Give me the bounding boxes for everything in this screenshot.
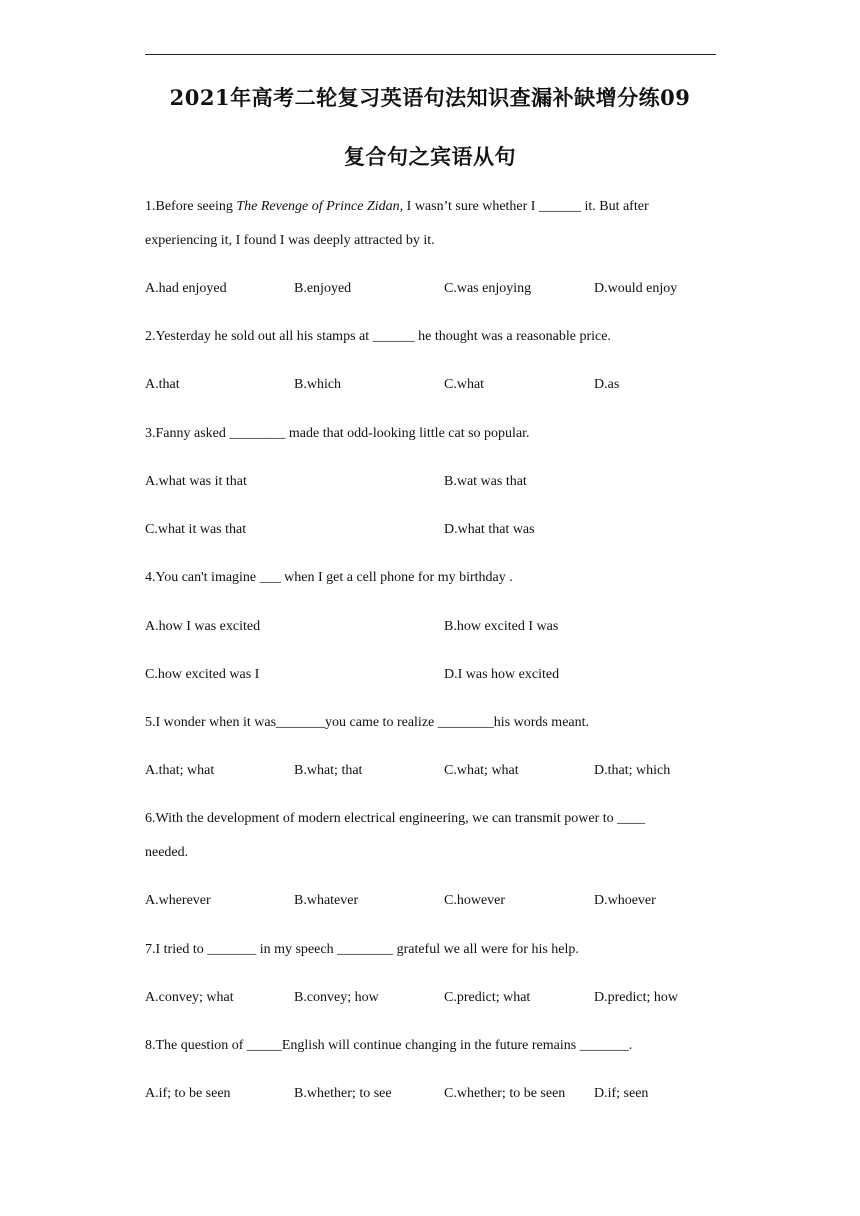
question-2-option-a[interactable]: A.that (145, 377, 180, 392)
question-6-option-b[interactable]: B.whatever (294, 893, 359, 908)
question-6-option-a[interactable]: A.wherever (145, 893, 211, 908)
question-1-stem-text-continued: I wasn’t sure whether I ______ it. But after (403, 199, 649, 214)
question-5-stem: 5.I wonder when it was_______you came to realize ________his words meant. (145, 715, 590, 730)
question-3-option-b[interactable]: B.wat was that (444, 474, 527, 489)
question-7-option-a[interactable]: A.convey; what (145, 990, 234, 1005)
question-8-option-c[interactable]: C.whether; to be seen (444, 1086, 566, 1101)
question-7-option-b[interactable]: B.convey; how (294, 990, 379, 1005)
question-4-option-a[interactable]: A.how I was excited (145, 619, 261, 634)
question-8-stem: 8.The question of _____English will continue changing in the future remains _______. (145, 1038, 633, 1053)
question-2-option-d[interactable]: D.as (594, 377, 620, 392)
question-5-option-b[interactable]: B.what; that (294, 763, 363, 778)
question-1-stem-text: 1.Before seeing (145, 199, 237, 214)
question-3-stem: 3.Fanny asked ________ made that odd-looking little cat so popular. (145, 426, 530, 441)
question-2-option-c[interactable]: C.what (444, 377, 485, 392)
question-1-option-c[interactable]: C.was enjoying (444, 281, 532, 296)
question-8-option-a[interactable]: A.if; to be seen (145, 1086, 231, 1101)
question-7-option-c[interactable]: C.predict; what (444, 990, 531, 1005)
question-1-option-a[interactable]: A.had enjoyed (145, 281, 227, 296)
question-1-option-b[interactable]: B.enjoyed (294, 281, 352, 296)
question-1-stem-line1 (145, 199, 649, 215)
question-4-option-d[interactable]: D.I was how excited (444, 667, 560, 682)
question-7-stem: 7.I tried to _______ in my speech ________ grateful we all were for his help. (145, 942, 579, 957)
question-3-option-d[interactable]: D.what that was (444, 522, 535, 537)
page-title: 2021年高考二轮复习英语句法知识查漏补缺增分练09 (169, 85, 691, 110)
question-2-option-b[interactable]: B.which (294, 377, 342, 392)
question-8-option-d[interactable]: D.if; seen (594, 1086, 649, 1101)
question-4-option-b[interactable]: B.how excited I was (444, 619, 559, 634)
question-4-stem: 4.You can't imagine ___ when I get a cell phone for my birthday . (145, 570, 513, 585)
header-rule (145, 54, 716, 55)
question-5-option-a[interactable]: A.that; what (145, 763, 215, 778)
question-5-option-d[interactable]: D.that; which (594, 763, 671, 778)
question-6-stem-line2: needed. (145, 845, 189, 860)
question-7-option-d[interactable]: D.predict; how (594, 990, 678, 1005)
question-3-option-c[interactable]: C.what it was that (145, 522, 247, 537)
question-5-option-c[interactable]: C.what; what (444, 763, 519, 778)
question-3-option-a[interactable]: A.what was it that (145, 474, 247, 489)
question-1-stem-line2: experiencing it, I found I was deeply attracted by it. (145, 233, 435, 248)
question-6-option-c[interactable]: C.however (444, 893, 506, 908)
question-8-option-b[interactable]: B.whether; to see (294, 1086, 392, 1101)
question-6-stem-line1: 6.With the development of modern electrical engineering, we can transmit power to ____ (145, 811, 646, 826)
question-2-stem: 2.Yesterday he sold out all his stamps at ______ he thought was a reasonable price. (145, 329, 611, 344)
question-1-option-d[interactable]: D.would enjoy (594, 281, 678, 296)
question-1-film-title: The Revenge of Prince Zidan, (236, 199, 404, 214)
page-subtitle: 复合句之宾语从句 (344, 144, 516, 169)
question-4-option-c[interactable]: C.how excited was I (145, 667, 260, 682)
question-6-option-d[interactable]: D.whoever (594, 893, 656, 908)
